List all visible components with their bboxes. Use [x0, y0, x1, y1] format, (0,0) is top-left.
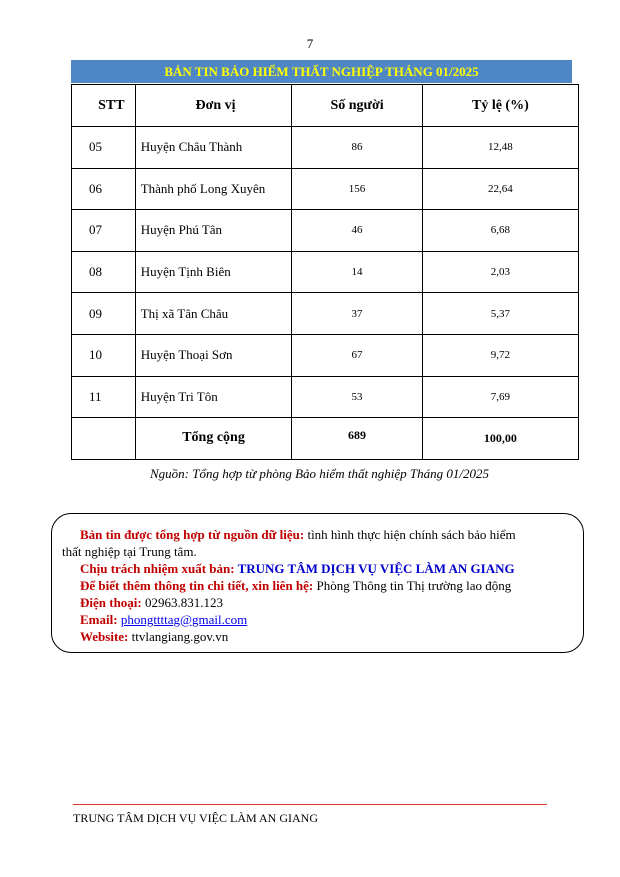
row-rate: 6,68: [422, 210, 578, 252]
publisher-line: [80, 560, 567, 577]
row-unit: Thị xã Tân Châu: [135, 293, 292, 335]
row-unit: Huyện Phú Tân: [135, 210, 292, 252]
header-stt: STT: [72, 85, 136, 127]
row-rate: 12,48: [422, 127, 578, 169]
table-row: [72, 293, 579, 335]
row-count: 14: [292, 251, 422, 293]
website-value: ttvlangiang.gov.vn: [128, 629, 229, 644]
table-row: [72, 376, 579, 418]
summary-text: tình hình thực hiện chính sách bảo hiểm: [304, 527, 516, 542]
table-row: [72, 127, 579, 169]
row-unit: Huyện Tri Tôn: [135, 376, 292, 418]
contact-label: Để biết thêm thông tin chi tiết, xin liên hệ:: [80, 578, 314, 593]
total-stt-empty: [72, 418, 136, 460]
row-count: 53: [292, 376, 422, 418]
banner-title: BẢN TIN BẢO HIỂM THẤT NGHIỆP THÁNG 01/2025: [71, 60, 572, 83]
website-label: Website:: [80, 629, 129, 644]
row-unit: Huyện Thoại Sơn: [135, 334, 292, 376]
row-count: 156: [292, 168, 422, 210]
summary-line-2: thất nghiệp tại Trung tâm.: [62, 544, 197, 559]
row-unit: Huyện Tịnh Biên: [135, 251, 292, 293]
row-stt: 07: [72, 210, 136, 252]
phone-line: [80, 594, 567, 611]
row-rate: 9,72: [422, 334, 578, 376]
row-count: 86: [292, 127, 422, 169]
total-count: 689: [292, 418, 422, 460]
email-line: [80, 611, 567, 628]
summary-label: Bản tin được tổng hợp từ nguồn dữ liệu:: [80, 527, 305, 542]
row-rate: 5,37: [422, 293, 578, 335]
publisher-label: Chịu trách nhiệm xuất bản:: [80, 561, 235, 576]
row-count: 67: [292, 334, 422, 376]
row-stt: 11: [72, 376, 136, 418]
contact-value: Phòng Thông tin Thị trường lao động: [313, 578, 512, 593]
row-unit: Thành phố Long Xuyên: [135, 168, 292, 210]
phone-label: Điện thoại:: [80, 595, 142, 610]
row-stt: 09: [72, 293, 136, 335]
table-row: [72, 210, 579, 252]
table-header-row: [72, 85, 579, 127]
row-stt: 06: [72, 168, 136, 210]
header-unit: Đơn vị: [135, 85, 292, 127]
phone-value: 02963.831.123: [141, 595, 223, 610]
footer-text: TRUNG TÂM DỊCH VỤ VIỆC LÀM AN GIANG: [73, 811, 319, 825]
website-line: [80, 628, 567, 645]
info-box: [51, 513, 584, 653]
row-count: 37: [292, 293, 422, 335]
summary-line: [80, 526, 567, 543]
row-rate: 7,69: [422, 376, 578, 418]
row-stt: 05: [72, 127, 136, 169]
row-stt: 08: [72, 251, 136, 293]
table-row: [72, 168, 579, 210]
source-note: Nguồn: Tổng hợp từ phòng Bảo hiểm thất nghiệp Tháng 01/2025: [150, 466, 490, 481]
email-link[interactable]: phongttttag@gmail.com: [120, 612, 248, 627]
table-total-row: [72, 418, 579, 460]
unemployment-table: [71, 84, 579, 460]
row-rate: 22,64: [422, 168, 578, 210]
table-row: [72, 251, 579, 293]
row-count: 46: [292, 210, 422, 252]
header-rate: Tỷ lệ (%): [422, 85, 578, 127]
total-rate: 100,00: [422, 418, 578, 460]
table-row: [72, 334, 579, 376]
row-unit: Huyện Châu Thành: [135, 127, 292, 169]
row-rate: 2,03: [422, 251, 578, 293]
email-label: Email:: [80, 612, 118, 627]
publisher-value: TRUNG TÂM DỊCH VỤ VIỆC LÀM AN GIANG: [234, 561, 515, 576]
total-label: Tổng cộng: [135, 418, 292, 460]
footer-divider: [73, 804, 547, 805]
page-number: 7: [306, 36, 314, 51]
contact-line: [80, 577, 567, 594]
header-count: Số người: [292, 85, 422, 127]
row-stt: 10: [72, 334, 136, 376]
